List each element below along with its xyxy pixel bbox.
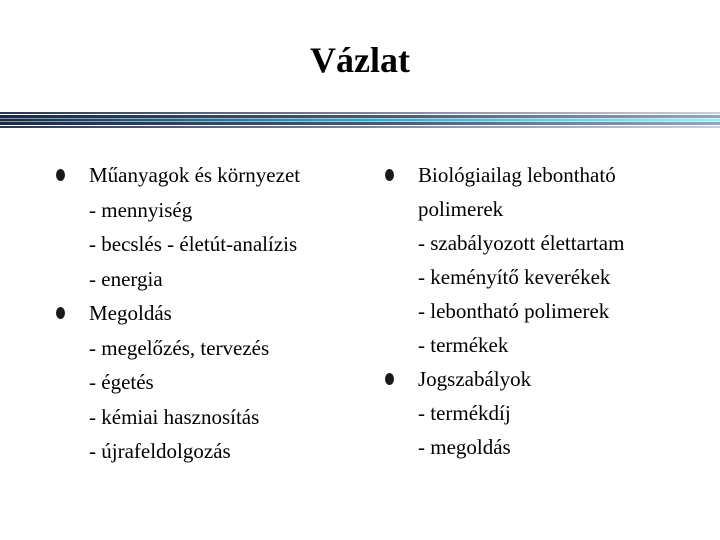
sub-item: - újrafeldolgozás [89,439,231,463]
bullet-heading: Megoldás [89,301,172,325]
sub-item: - becslés - életút-analízis [89,232,298,256]
list-item [56,158,356,296]
bullet-icon [385,373,394,385]
sub-item: - lebontható polimerek [418,299,610,323]
sub-item: - megoldás [418,435,511,459]
sub-item: - termékdíj [418,401,511,425]
slide-title: Vázlat [310,40,410,80]
sub-item: - szabályozott élettartam [418,231,625,255]
sub-item: - keményítő keverékek [418,265,611,289]
bullet-heading: Jogszabályok [418,367,532,391]
list-item [56,296,356,469]
sub-item: - megelőzés, tervezés [89,335,270,360]
bullet-icon [385,169,394,181]
list-item [385,362,705,464]
sub-item: - mennyiség [89,197,193,222]
bullet-icon [56,169,65,181]
title-divider [0,111,720,129]
sub-item: - energia [89,266,163,291]
list-item [385,158,705,362]
left-column [56,158,356,469]
bullet-heading-continuation: polimerek [418,197,504,221]
bullet-icon [56,307,65,319]
sub-item: - égetés [89,370,154,394]
bullet-heading: Biológiailag lebontható [418,163,616,187]
sub-item: - kémiai hasznosítás [89,404,260,429]
bullet-heading: Műanyagok és környezet [89,163,301,187]
sub-item: - termékek [418,333,509,357]
right-column [385,158,705,464]
